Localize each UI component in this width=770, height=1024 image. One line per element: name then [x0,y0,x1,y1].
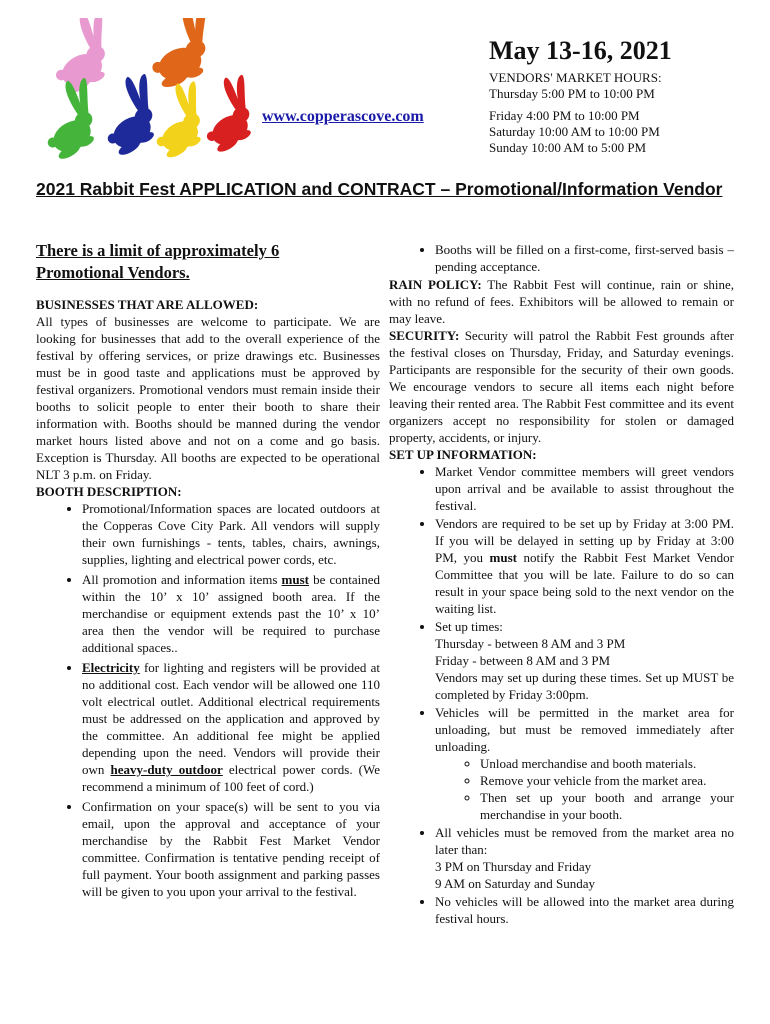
setup-times-friday: Friday - between 8 AM and 3 PM [435,653,611,668]
list-item [435,893,734,927]
list-item [480,789,734,823]
list-item [435,824,734,892]
first-come-text: Booths will be filled on a first-come, first-served basis – pending acceptance. [435,242,734,274]
list-item [435,463,734,514]
allowed-heading: BUSINESSES THAT ARE ALLOWED: [36,297,259,312]
setup-deadline-text: Vendors are required to be set up by Friday at 3:00 PM. If you will be delayed in setting up by Friday at 3:00 PM, you [435,516,734,565]
rain-policy-text: The Rabbit Fest will continue, rain or shine, with no refund of fees. Exhibitors will be allowed to remain or may leave. [389,277,735,326]
orange-rabbit [135,18,228,91]
vehicle-removal-weekday: 3 PM on Thursday and Friday [435,859,592,874]
setup-heading: SET UP INFORMATION: [389,447,537,462]
setup-times-thursday: Thursday - between 8 AM and 3 PM [435,636,626,651]
booth-list [36,500,380,900]
setup-booth-step: Then set up your booth and arrange your merchandise in your booth. [480,790,734,822]
vehicle-removal-weekend: 9 AM on Saturday and Sunday [435,876,595,891]
booth-size-text: All promotion and information items [82,572,282,587]
hours-friday: Friday 4:00 PM to 10:00 PM [489,108,640,123]
hours-thursday: Thursday 5:00 PM to 10:00 PM [489,86,655,101]
list-item [435,704,734,823]
list-item [435,241,734,275]
setup-times-text: Vendors may set up during these times. Set up MUST be completed by Friday 3:00pm. [435,670,734,702]
list-item [480,755,734,772]
security-policy [389,327,734,446]
setup-deadline-text-2: notify the Rabbit Fest Market Vendor Committee that you will be late. Failure to do so can result in your space being sold to the next vendor on the waiting list. [435,550,734,616]
left-column [36,240,380,903]
list-item [435,515,734,617]
rabbit-fest-logo [30,18,265,168]
must-emphasis: must [281,572,309,587]
hours-sunday: Sunday 10:00 AM to 5:00 PM [489,140,647,155]
list-item [82,500,380,568]
booth-size-text-2: be contained within the 10’ x 10’ assigned booth area. If the merchandise or equipment extends past the 10’ x 10’ area then the vendor will be required to purchase additional spaces.. [82,572,380,655]
security-text: Security will patrol the Rabbit Fest grounds after the festival closes on Thursday, Friday, and Saturday evenings. Participants are responsible for the security of their own goods. We encourage vendors to secure all items each night before leaving their rented area. The Rabbit Fest committee and its event organizers accept no responsibility for stolen or damaged property, accidents, or injury. [389,328,734,445]
remove-vehicle-step: Remove your vehicle from the market area. [480,773,707,788]
rain-policy-label: RAIN POLICY: [389,277,482,292]
booth-heading: BOOTH DESCRIPTION: [36,484,182,499]
rain-policy [389,276,734,327]
security-label: SECURITY: [389,328,460,343]
confirmation-text: Confirmation on your space(s) will be sent to you via email, upon the approval and acceptance of your merchandise by the Rabbit Fest Market Vendor committee. Confirmation is tentative pending receipt of full payment. Your booth assignment and parking passes will be given to you upon your arrival to the festival. [82,799,380,899]
website-link[interactable]: www.copperascove.com [262,108,424,125]
list-item [82,571,380,656]
no-vehicles-text: No vehicles will be allowed into the market area during festival hours. [435,894,734,926]
list-item [82,659,380,795]
must-emphasis: must [489,550,517,565]
list-item [435,618,734,703]
list-item [82,798,380,900]
hours-title: VENDORS' MARKET HOURS: [489,70,662,85]
allowed-text: All types of businesses are welcome to participate. We are looking for businesses that add to the overall experience of the festival by offering services, or prize drawings etc. Businesses must be in good taste and applications must be approved by festival organizers. Promotional vendors must remain inside their booths to solicit people to enter their booth to share their information with. Booths should be manned during the vendor market hours listed above and not on a come and go basis. Exception is Thursday. All booths are expected to be operational NLT 3 p.m. on Friday. [36,314,380,482]
hours-saturday: Saturday 10:00 AM to 10:00 PM [489,124,660,139]
greet-text: Market Vendor committee members will greet vendors upon arrival and be available to assist throughout the festival. [435,464,734,513]
electricity-emphasis: Electricity [82,660,140,675]
vendor-market-hours [489,70,662,156]
setup-list [389,463,734,927]
event-date: May 13-16, 2021 [489,36,672,65]
electricity-text-2: electrical power cords. (We recommend a minimum of 100 feet of cord.) [82,762,380,794]
heavy-duty-emphasis: heavy-duty outdoor [110,762,223,777]
vehicles-unloading-text: Vehicles will be permitted in the market area for unloading, but must be removed immediately after unloading. [435,705,734,754]
green-rabbit [30,73,115,164]
unload-step: Unload merchandise and booth materials. [480,756,697,771]
list-item [480,772,734,789]
electricity-text: for lighting and registers will be provided at no additional cost. Each vendor will be allowed one 110 volt electrical outlet. Additional electrical requirements must be addressed on the application and approved by the committee. An additional fee might be applied depending upon the need. Vendors will provide their own [82,660,380,777]
booth-fill-list [389,241,734,275]
vehicle-removal-text: • All vehicles must be removed from the market area no later than: [435,825,734,857]
right-column [389,241,734,928]
setup-times-title: • Set up times: [435,619,503,634]
vendor-limit-notice: There is a limit of approximately 6 Promotional Vendors. [36,241,280,282]
document-title: 2021 Rabbit Fest APPLICATION and CONTRACT – Promotional/Information Vendor [36,179,723,199]
unloading-steps [435,755,734,823]
booth-location-text: Promotional/Information spaces are located outdoors at the Copperas Cove City Park. All vendors will supply their own furnishings - tents, tables, chairs, awnings, supplies, lighting and electrical power cords, etc. [82,501,380,567]
